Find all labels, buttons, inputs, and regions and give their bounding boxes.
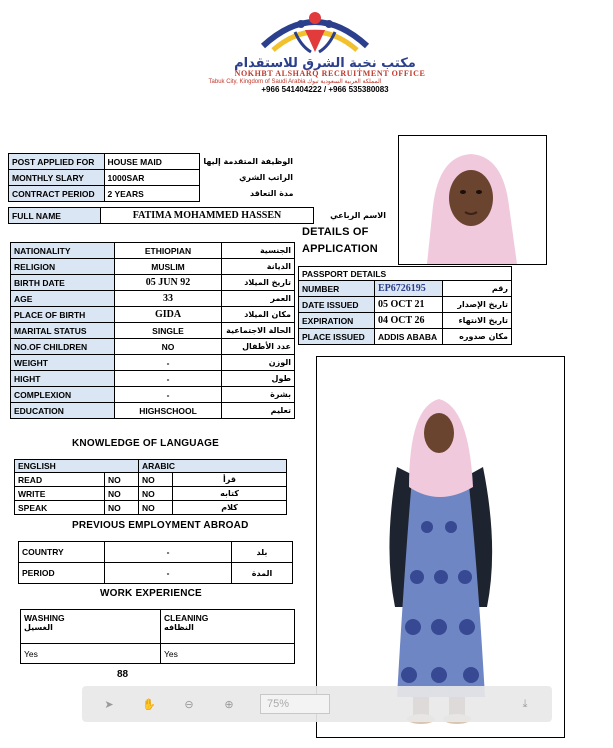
full-name-label: FULL NAME	[9, 208, 101, 224]
table-row	[11, 339, 295, 355]
religion-label: RELIGION	[11, 259, 115, 275]
zoom-out-icon[interactable]: ⊖	[184, 698, 194, 711]
place-of-birth-label: PLACE OF BIRTH	[11, 307, 115, 323]
age-value: 33	[115, 291, 222, 307]
education-ar: تعليم	[222, 403, 295, 419]
write-english: NO	[105, 487, 139, 501]
speak-english: NO	[105, 501, 139, 515]
nationality-value: ETHIOPIAN	[115, 243, 222, 259]
salary-ar: الراتب الشري	[239, 173, 293, 182]
table-row	[299, 313, 512, 329]
office-phone: +966 541404222 / +966 535380083	[261, 85, 389, 94]
office-logo	[255, 6, 375, 62]
washing-value: Yes	[21, 644, 161, 664]
contract-value: 2 YEARS	[104, 186, 200, 202]
full-name-ar: الاسم الرباعي	[330, 211, 386, 220]
birth-date-ar: تاريخ الميلاد	[222, 275, 295, 291]
salary-label: MONTHLY SLARY	[9, 170, 105, 186]
date-issued-label: DATE ISSUED	[299, 297, 375, 313]
job-table	[8, 153, 297, 202]
complexion-value: -	[115, 387, 222, 403]
cleaning-label: CLEANING	[164, 613, 209, 623]
washing-cell	[21, 610, 161, 644]
full-name-value: FATIMA MOHAMMED HASSEN	[101, 208, 314, 224]
contract-label: CONTRACT PERIOD	[9, 186, 105, 202]
read-english: NO	[105, 473, 139, 487]
date-issued-value: 05 OCT 21	[375, 297, 443, 313]
washing-ar: الغسيل	[24, 623, 53, 632]
complexion-label: COMPLEXION	[11, 387, 115, 403]
religion-value: MUSLIM	[115, 259, 222, 275]
pdf-toolbar	[82, 686, 552, 722]
passport-number-ar: رقم	[443, 281, 512, 297]
expiration-ar: تاريخ الانتهاء	[443, 313, 512, 329]
height-label: HIGHT	[11, 371, 115, 387]
nationality-label: NATIONALITY	[11, 243, 115, 259]
complexion-ar: بشرة	[222, 387, 295, 403]
post-applied-ar: الوظيفة المتقدمة إليها	[203, 157, 293, 166]
table-row	[15, 473, 287, 487]
period-label: PERIOD	[19, 563, 105, 584]
nationality-ar: الجنسية	[222, 243, 295, 259]
expiration-value: 04 OCT 26	[375, 313, 443, 329]
arabic-header: ARABIC	[139, 460, 287, 473]
table-row	[11, 371, 295, 387]
table-row	[11, 355, 295, 371]
table-row	[299, 297, 512, 313]
table-row	[9, 154, 297, 170]
children-label: NO.OF CHILDREN	[11, 339, 115, 355]
personal-table	[10, 242, 295, 419]
details-title-line1: DETAILS OF	[302, 226, 369, 238]
weight-value: -	[115, 355, 222, 371]
table-row	[11, 291, 295, 307]
place-of-birth-ar: مكان الميلاد	[222, 307, 295, 323]
read-label: READ	[15, 473, 105, 487]
date-issued-ar: تاريخ الإصدار	[443, 297, 512, 313]
work-table	[20, 609, 295, 664]
read-arabic: NO	[139, 473, 173, 487]
age-label: AGE	[11, 291, 115, 307]
place-issued-ar: مكان صدوره	[443, 329, 512, 345]
office-location: Tabuk City, Kingdom of Saudi Arabia المملكة العربية السعودية تبوك	[208, 79, 382, 85]
table-row	[15, 460, 287, 473]
height-ar: طول	[222, 371, 295, 387]
expiration-label: EXPIRATION	[299, 313, 375, 329]
marital-status-ar: الحالة الاجتماعية	[222, 323, 295, 339]
portrait-figure	[399, 136, 546, 264]
period-value: -	[105, 563, 232, 584]
passport-number-value: EP6726195	[375, 281, 443, 297]
cursor-icon[interactable]: ➤	[104, 698, 114, 711]
period-ar: المدة	[232, 563, 293, 584]
table-row	[9, 208, 390, 224]
employment-title: PREVIOUS EMPLOYMENT ABROAD	[72, 520, 249, 531]
table-row	[15, 487, 287, 501]
education-label: EDUCATION	[11, 403, 115, 419]
speak-label: SPEAK	[15, 501, 105, 515]
zoom-select[interactable]: 75%	[260, 694, 330, 714]
table-row	[11, 259, 295, 275]
contract-ar: مدة التعاقد	[250, 189, 294, 198]
table-row	[9, 170, 297, 186]
passport-number-label: NUMBER	[299, 281, 375, 297]
country-label: COUNTRY	[19, 542, 105, 563]
passport-title: PASSPORT DETAILS	[299, 267, 512, 281]
table-row	[11, 323, 295, 339]
cleaning-ar: النظافه	[164, 623, 194, 632]
page-number: 88	[117, 669, 129, 680]
table-row	[11, 403, 295, 419]
age-ar: العمر	[222, 291, 295, 307]
table-row	[21, 610, 295, 644]
weight-ar: الوزن	[222, 355, 295, 371]
salary-value: 1000SAR	[104, 170, 200, 186]
table-row	[19, 542, 293, 563]
education-value: HIGHSCHOOL	[115, 403, 222, 419]
table-row	[11, 243, 295, 259]
table-row	[11, 387, 295, 403]
portrait-photo	[398, 135, 547, 265]
post-applied-value: HOUSE MAID	[104, 154, 200, 170]
office-name-english: NOKHBT ALSHARQ RECRUITMENT OFFICE	[234, 69, 426, 78]
table-row	[9, 186, 297, 202]
height-value: -	[115, 371, 222, 387]
full-name-table	[8, 207, 389, 224]
table-row	[19, 563, 293, 584]
download-icon[interactable]: ⤓	[522, 697, 528, 710]
birth-date-label: BIRTH DATE	[11, 275, 115, 291]
place-issued-value: ADDIS ABABA	[375, 329, 443, 345]
work-title: WORK EXPERIENCE	[100, 588, 202, 599]
marital-status-label: MARITAL STATUS	[11, 323, 115, 339]
table-row	[21, 644, 295, 664]
children-value: NO	[115, 339, 222, 355]
details-title-line2: APPLICATION	[302, 243, 378, 255]
place-issued-label: PLACE ISSUED	[299, 329, 375, 345]
post-applied-label: POST APPLIED FOR	[9, 154, 105, 170]
religion-ar: الديانة	[222, 259, 295, 275]
write-label: WRITE	[15, 487, 105, 501]
read-ar: قرأ	[173, 473, 287, 487]
birth-date-value: 05 JUN 92	[115, 275, 222, 291]
weight-label: WEIGHT	[11, 355, 115, 371]
washing-label: WASHING	[24, 613, 65, 623]
table-row	[15, 501, 287, 515]
full-body-figure	[317, 357, 564, 737]
table-row	[299, 281, 512, 297]
cleaning-value: Yes	[161, 644, 295, 664]
write-ar: كتابه	[173, 487, 287, 501]
place-of-birth-value: GIDA	[115, 307, 222, 323]
country-value: -	[105, 542, 232, 563]
speak-arabic: NO	[139, 501, 173, 515]
marital-status-value: SINGLE	[115, 323, 222, 339]
table-row	[11, 275, 295, 291]
write-arabic: NO	[139, 487, 173, 501]
cleaning-cell	[161, 610, 295, 644]
speak-ar: كلام	[173, 501, 287, 515]
passport-table	[298, 266, 512, 345]
table-row	[299, 267, 512, 281]
children-ar: عدد الأطفال	[222, 339, 295, 355]
hand-icon[interactable]: ✋	[142, 698, 156, 711]
zoom-in-icon[interactable]: ⊕	[224, 698, 234, 711]
country-ar: بلد	[232, 542, 293, 563]
table-row	[11, 307, 295, 323]
office-name-arabic: مكتب نخبة الشرق للاستقدام	[234, 56, 416, 71]
language-title: KNOWLEDGE OF LANGUAGE	[72, 438, 219, 449]
table-row	[299, 329, 512, 345]
full-body-photo	[316, 356, 565, 738]
language-table	[14, 459, 287, 515]
english-header: ENGLISH	[15, 460, 139, 473]
employment-table	[18, 541, 293, 584]
